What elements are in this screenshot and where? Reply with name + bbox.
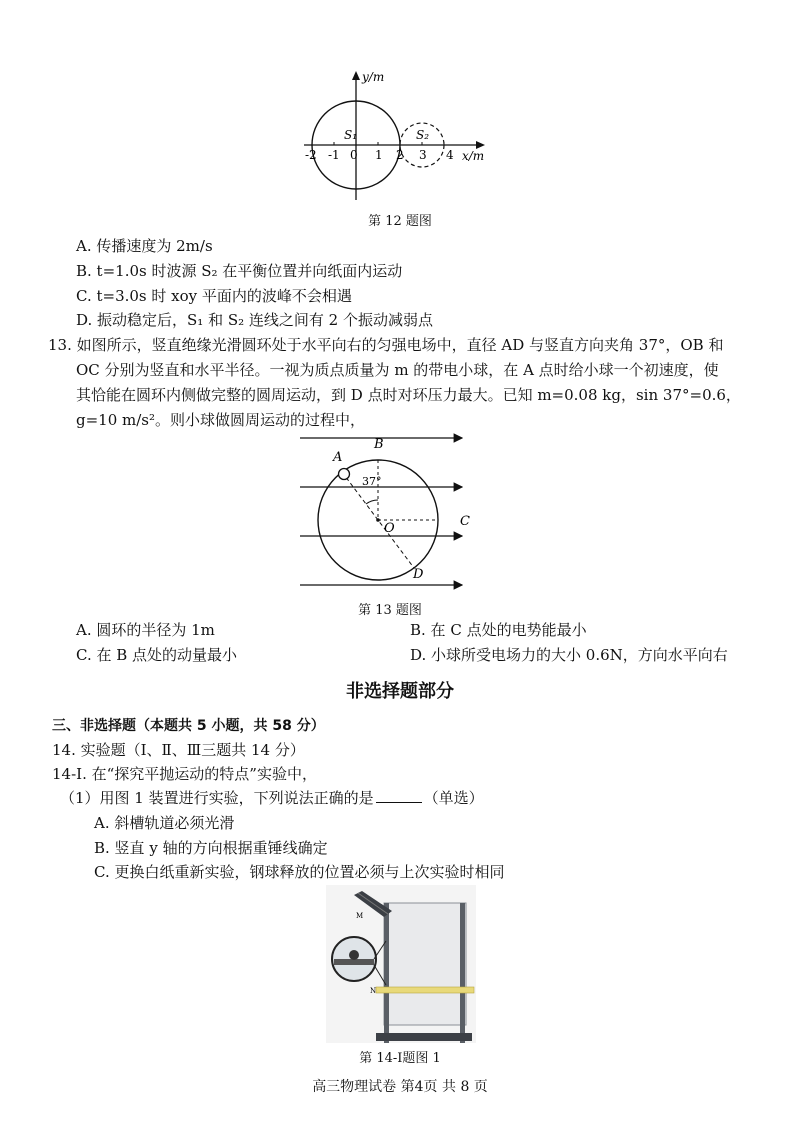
fig13-label-d: D xyxy=(413,567,424,582)
q14-sub1-suffix: （单选） xyxy=(423,789,484,807)
fig13-label-a: A xyxy=(333,450,343,465)
fig12-s2-label: S₂ xyxy=(416,128,430,142)
fig13-caption: 第 13 题图 xyxy=(358,603,422,618)
fig12-caption: 第 12 题图 xyxy=(368,214,432,229)
q12-option-a: A. 传播速度为 2m/s xyxy=(76,237,213,255)
figure-12 xyxy=(290,65,500,205)
answer-blank[interactable] xyxy=(376,788,422,803)
q14-option-a: A. 斜槽轨道必须光滑 xyxy=(94,814,235,832)
fig12-tick: 4 xyxy=(446,148,454,162)
fig12-tick: -1 xyxy=(328,148,340,162)
q14-intro: 14. 实验题（Ⅰ、Ⅱ、Ⅲ三题共 14 分） xyxy=(52,741,305,759)
fig14-label-n: N xyxy=(370,987,377,995)
angle-arc xyxy=(366,500,378,504)
fig12-tick: -2 xyxy=(305,148,317,162)
fig12-tick: 3 xyxy=(419,148,427,162)
x-axis-arrow xyxy=(476,141,485,149)
q13-option-d: D. 小球所受电场力的大小 0.6N，方向水平向右 xyxy=(410,646,728,664)
fig12-tick: 2 xyxy=(396,148,404,162)
fig12-s1-label: S₁ xyxy=(344,128,358,142)
q14-sub1-prefix: （1）用图 1 装置进行实验，下列说法正确的是 xyxy=(60,789,374,807)
q13-stem-line: 其恰能在圆环内侧做完整的圆周运动，到 D 点时对环压力最大。已知 m=0.08 kg，sin 37°=0.6， xyxy=(76,386,741,404)
fig13-label-o: O xyxy=(384,521,395,536)
q13-option-c: C. 在 B 点处的动量最小 xyxy=(76,646,238,664)
q14-option-c: C. 更换白纸重新实验，钢球释放的位置必须与上次实验时相同 xyxy=(94,863,505,881)
fig13-label-b: B xyxy=(374,437,384,452)
fig13-angle: 37° xyxy=(362,475,382,488)
q14-part1: 14-I. 在“探究平抛运动的特点”实验中， xyxy=(52,765,317,783)
steel-ball xyxy=(349,950,359,960)
q13-stem-line: g=10 m/s²。则小球做圆周运动的过程中， xyxy=(76,411,366,429)
y-axis-arrow xyxy=(352,71,360,80)
fig12-tick: 1 xyxy=(375,148,383,162)
q12-option-d: D. 振动稳定后，S₁ 和 S₂ 连线之间有 2 个振动减弱点 xyxy=(76,311,433,329)
fig14-caption: 第 14-I题图 1 xyxy=(359,1051,441,1066)
charged-ball xyxy=(339,469,350,480)
figure-14-apparatus xyxy=(326,885,476,1043)
center-point xyxy=(376,518,380,522)
q13-option-b: B. 在 C 点处的电势能最小 xyxy=(410,621,587,639)
fig12-xlabel: x/m xyxy=(462,149,485,163)
figure-13 xyxy=(300,428,480,598)
q13-stem-line: 13. 如图所示，竖直绝缘光滑圆环处于水平向右的匀强电场中，直径 AD 与竖直方向夹角 37°，OB 和 xyxy=(48,336,724,354)
fig12-ylabel: y/m xyxy=(362,70,385,84)
fig14-label-m: M xyxy=(356,912,364,920)
q12-option-b: B. t=1.0s 时波源 S₂ 在平衡位置并向纸面内运动 xyxy=(76,262,403,280)
q12-option-c: C. t=3.0s 时 xoy 平面内的波峰不会相遇 xyxy=(76,287,352,305)
q14-option-b: B. 竖直 y 轴的方向根据重锤线确定 xyxy=(94,839,328,857)
q14-sub1 xyxy=(60,788,484,808)
catch-plate xyxy=(376,987,474,993)
fig13-label-c: C xyxy=(460,514,470,529)
q13-option-a: A. 圆环的半径为 1m xyxy=(76,621,215,639)
fig12-tick: 0 xyxy=(350,148,358,162)
page-footer: 高三物理试卷 第4页 共 8 页 xyxy=(312,1079,488,1095)
q13-stem-line: OC 分别为竖直和水平半径。一视为质点质量为 m 的带电小球，在 A 点时给小球一个初速度，使 xyxy=(76,361,719,379)
section-title: 非选择题部分 xyxy=(346,681,454,702)
section-header: 三、非选择题（本题共 5 小题，共 58 分） xyxy=(52,718,325,734)
